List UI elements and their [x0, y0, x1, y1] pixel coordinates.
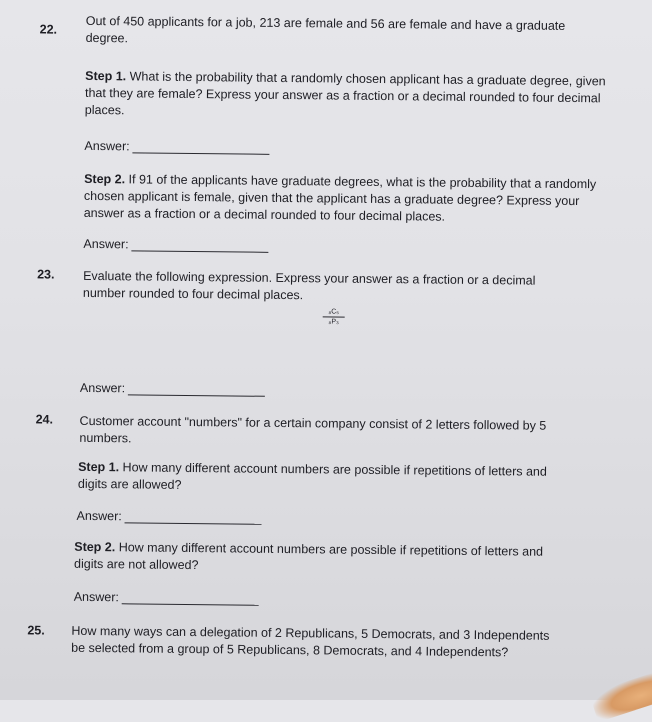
step-label: Step 2.: [74, 539, 116, 555]
question-25-number: 25.: [27, 623, 45, 638]
question-22-step-1: [85, 68, 611, 124]
answer-label: Answer:: [84, 138, 130, 154]
fraction-denominator: ₈P₃: [328, 318, 339, 326]
expression-fraction: [321, 307, 347, 326]
question-25-text: How many ways can a delegation of 2 Republicans, 5 Democrats, and 3 Independents be selected from a group of 5 Republicans, 8 Democrats, and 4 Independents?: [71, 623, 550, 660]
answer-line[interactable]: [122, 590, 259, 605]
question-24-text: Customer account "numbers" for a certain company consist of 2 letters followed by 5 numbers.: [79, 413, 547, 446]
answer-label: Answer:: [76, 508, 122, 524]
answer-line[interactable]: [125, 509, 262, 524]
step-label: Step 2.: [84, 171, 126, 187]
question-22-step-2: [84, 171, 600, 227]
question-22-text: Out of 450 applicants for a job, 213 are female and 56 are female and have a graduate degree.: [85, 13, 566, 46]
step-text: If 91 of the applicants have graduate degrees, what is the probability that a randomly chosen applicant is female, given that the applicant has a graduate degree? Express your answer as a fraction or a decimal rounded to four decimal places.: [83, 172, 597, 224]
answer-line[interactable]: [128, 381, 265, 396]
question-24-step-1: [78, 459, 573, 498]
answer-line[interactable]: [132, 237, 269, 252]
question-23-answer[interactable]: [80, 381, 265, 397]
answer-line[interactable]: [133, 139, 270, 154]
answer-label: Answer:: [73, 589, 119, 605]
question-24-step-2: [74, 539, 564, 578]
question-22-step-2-answer[interactable]: [83, 237, 268, 253]
question-24-step-1-answer[interactable]: [77, 509, 262, 525]
question-24-number: 24.: [35, 412, 54, 427]
question-24-step-2-answer[interactable]: [74, 590, 259, 606]
answer-label: Answer:: [83, 236, 129, 252]
step-text: How many different account numbers are possible if repetitions of letters and digits are allowed?: [77, 460, 547, 492]
step-text: What is the probability that a randomly chosen applicant has a graduate degree, given that they are female? Express your answer as a fraction or a decimal rounded to four decimal places.: [84, 69, 606, 118]
question-23-text: Evaluate the following expression. Express your answer as a fraction or a decimal number rounded to four decimal places.: [82, 268, 536, 303]
answer-label: Answer:: [79, 380, 126, 396]
question-22-number: 22.: [39, 22, 58, 37]
step-label: Step 1.: [85, 68, 127, 84]
step-text: How many different account numbers are possible if repetitions of letters and digits are not allowed?: [74, 540, 544, 573]
question-23-number: 23.: [37, 267, 55, 282]
fraction-numerator: ₈C₅: [328, 308, 340, 316]
question-22-step-1-answer[interactable]: [84, 139, 269, 155]
step-label: Step 1.: [78, 459, 120, 475]
